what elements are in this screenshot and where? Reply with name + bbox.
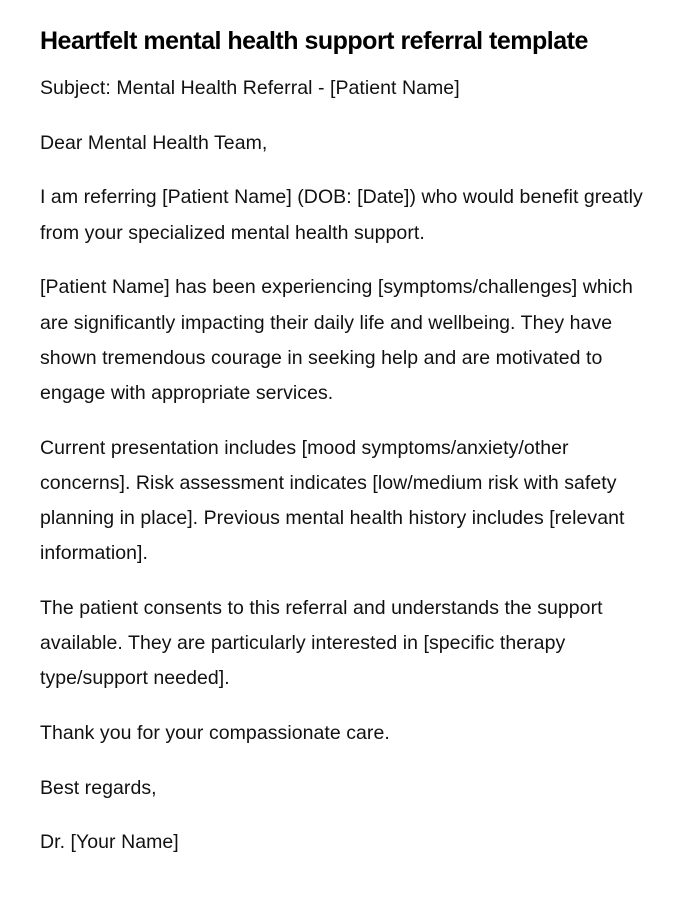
subject-line: Subject: Mental Health Referral - [Patient Name] <box>40 77 460 99</box>
signature-line: Dr. [Your Name] <box>40 831 179 854</box>
document-title: Heartfelt mental health support referral template <box>40 27 588 55</box>
symptoms-paragraph: [Patient Name] has been experiencing [symptoms/challenges] which are significantly impacting their daily life and wellbeing. They have shown tremendous courage in seeking help and are motivated to engage with appropriate services. <box>40 276 633 404</box>
referral-intro-paragraph: I am referring [Patient Name] (DOB: [Date]) who would benefit greatly from your specialized mental health support. <box>40 186 643 244</box>
presentation-paragraph: Current presentation includes [mood symptoms/anxiety/other concerns]. Risk assessment indicates [low/medium risk with safety planning in place]. Previous mental health history includes [relevant information]. <box>40 436 625 565</box>
greeting: Dear Mental Health Team, <box>40 131 268 154</box>
consent-paragraph: The patient consents to this referral and understands the support available. They are particularly interested in [specific therapy type/support needed]. <box>40 596 603 690</box>
thanks-line: Thank you for your compassionate care. <box>40 722 390 745</box>
closing-line: Best regards, <box>40 776 157 799</box>
referral-letter-document <box>40 24 650 880</box>
